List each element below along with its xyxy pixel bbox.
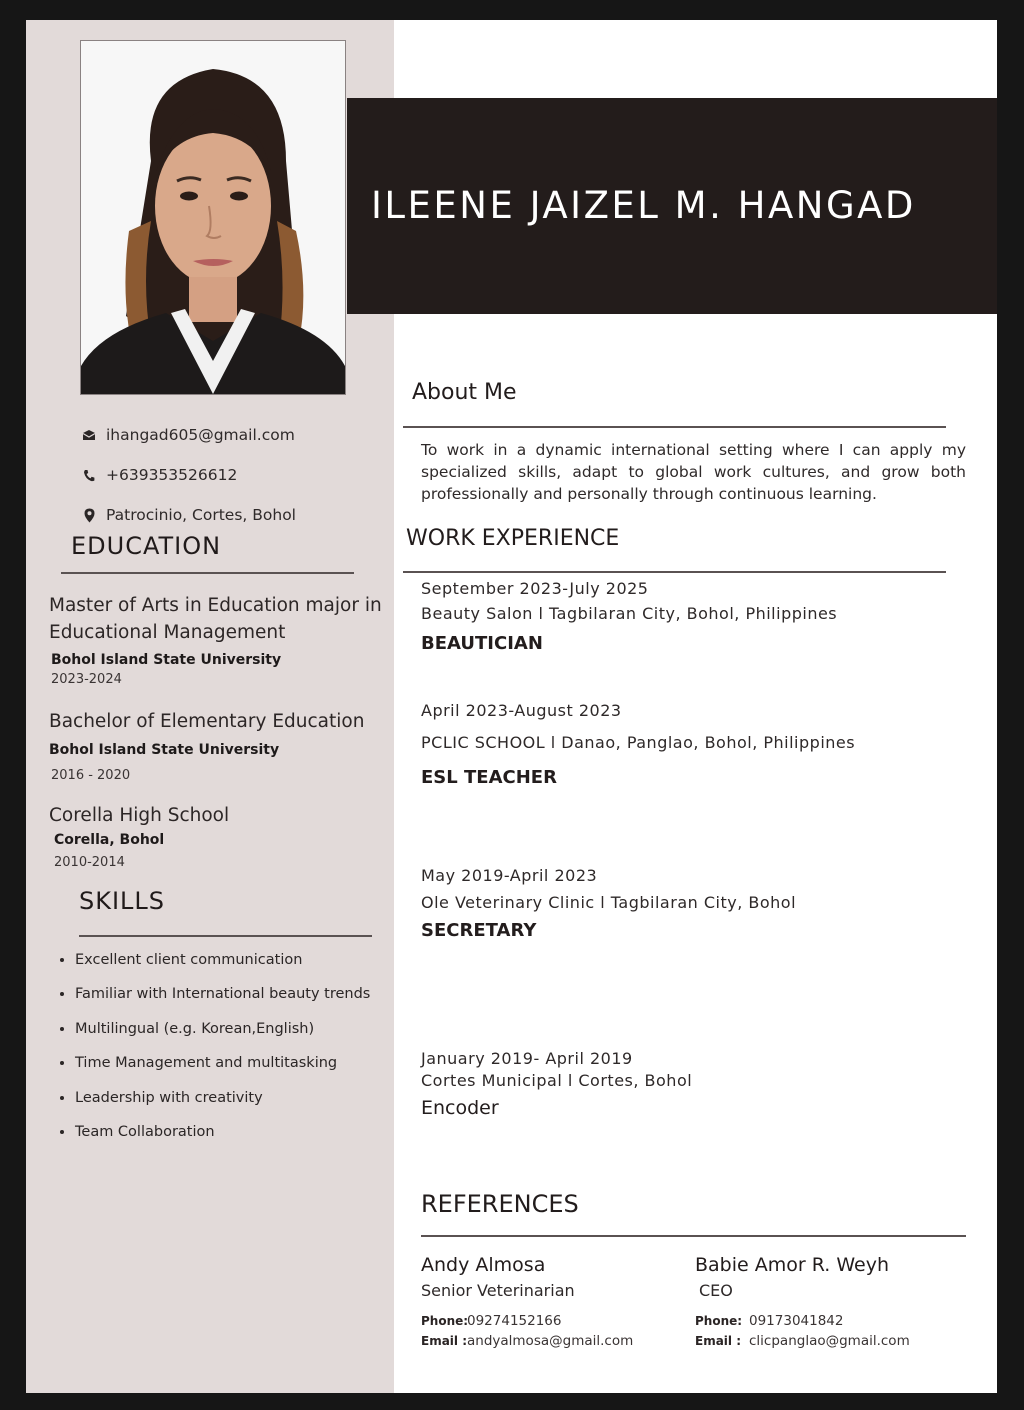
job-date: January 2019- April 2019 xyxy=(421,1049,633,1068)
education-item-title: Master of Arts in Education major in Educational Management xyxy=(49,595,382,643)
about-text: To work in a dynamic international setting where I can apply my specialized skills, adapt to global work cultures, and grow both professionally and personally through continuous learning. xyxy=(421,441,966,503)
education-item-years: 2010-2014 xyxy=(54,855,125,870)
reference-email: clicpanglao@gmail.com xyxy=(749,1333,910,1349)
skill-item: • Familiar with International beauty trends xyxy=(75,984,370,1018)
phone-icon xyxy=(80,466,98,484)
address-text: Patrocinio, Cortes, Bohol xyxy=(106,506,296,524)
work-heading: WORK EXPERIENCE xyxy=(406,526,620,551)
skills-divider xyxy=(79,935,372,937)
candidate-name: ILEENE JAIZEL M. HANGAD xyxy=(371,184,916,227)
education-item-title: Corella High School xyxy=(49,805,230,826)
job-role: SECRETARY xyxy=(421,920,537,941)
email-text: ihangad605@gmail.com xyxy=(106,426,295,444)
about-divider xyxy=(403,426,946,428)
skills-heading: SKILLS xyxy=(79,887,166,915)
job-company: PCLIC SCHOOL l Danao, Panglao, Bohol, Philippines xyxy=(421,733,856,752)
skill-item: • Leadership with creativity xyxy=(75,1088,370,1122)
skills-list xyxy=(56,950,370,1156)
reference-email: andyalmosa@gmail.com xyxy=(467,1333,634,1349)
reference-title: CEO xyxy=(699,1281,733,1300)
skill-item: • Time Management and multitasking xyxy=(75,1053,370,1087)
profile-photo xyxy=(80,40,346,395)
reference-title: Senior Veterinarian xyxy=(421,1281,575,1300)
education-heading: EDUCATION xyxy=(71,532,222,560)
education-item-title: Bachelor of Elementary Education xyxy=(49,711,365,732)
resume-page xyxy=(26,20,997,1393)
job-company: Ole Veterinary Clinic l Tagbilaran City, Bohol xyxy=(421,893,797,912)
work-divider xyxy=(403,571,946,573)
contact-address xyxy=(80,506,296,524)
job-date: April 2023-August 2023 xyxy=(421,701,622,720)
reference-phone: 09274152166 xyxy=(467,1313,562,1329)
location-pin-icon xyxy=(80,506,98,524)
reference-phone-label: Phone: xyxy=(695,1314,743,1328)
education-item-school: Bohol Island State University xyxy=(51,652,282,668)
job-date: September 2023-July 2025 xyxy=(421,579,649,598)
reference-phone-label: Phone: xyxy=(421,1314,469,1328)
education-divider xyxy=(61,572,354,574)
reference-name: Andy Almosa xyxy=(421,1254,546,1276)
job-role: BEAUTICIAN xyxy=(421,633,543,654)
job-role: Encoder xyxy=(421,1097,499,1119)
about-heading: About Me xyxy=(412,380,517,405)
phone-text: +639353526612 xyxy=(106,466,238,484)
job-company: Beauty Salon l Tagbilaran City, Bohol, Philippines xyxy=(421,604,838,623)
reference-email-label: Email : xyxy=(695,1334,742,1348)
skill-item: • Team Collaboration xyxy=(75,1122,370,1156)
skill-item: • Multilingual (e.g. Korean,English) xyxy=(75,1019,370,1053)
job-company: Cortes Municipal l Cortes, Bohol xyxy=(421,1071,693,1090)
education-item-school: Bohol Island State University xyxy=(49,742,280,758)
skill-item: • Excellent client communication xyxy=(75,950,370,984)
contact-email xyxy=(80,426,295,444)
contact-phone xyxy=(80,466,237,484)
references-divider xyxy=(421,1235,966,1237)
reference-name: Babie Amor R. Weyh xyxy=(695,1254,889,1276)
education-item-school: Corella, Bohol xyxy=(54,832,165,848)
education-item-years: 2023-2024 xyxy=(51,672,122,687)
job-role: ESL TEACHER xyxy=(421,767,557,788)
reference-phone: 09173041842 xyxy=(749,1313,844,1329)
reference-email-label: Email : xyxy=(421,1334,468,1348)
envelope-icon xyxy=(80,426,98,444)
references-heading: REFERENCES xyxy=(421,1190,579,1218)
education-item-years: 2016 - 2020 xyxy=(51,768,131,783)
job-date: May 2019-April 2023 xyxy=(421,866,598,885)
